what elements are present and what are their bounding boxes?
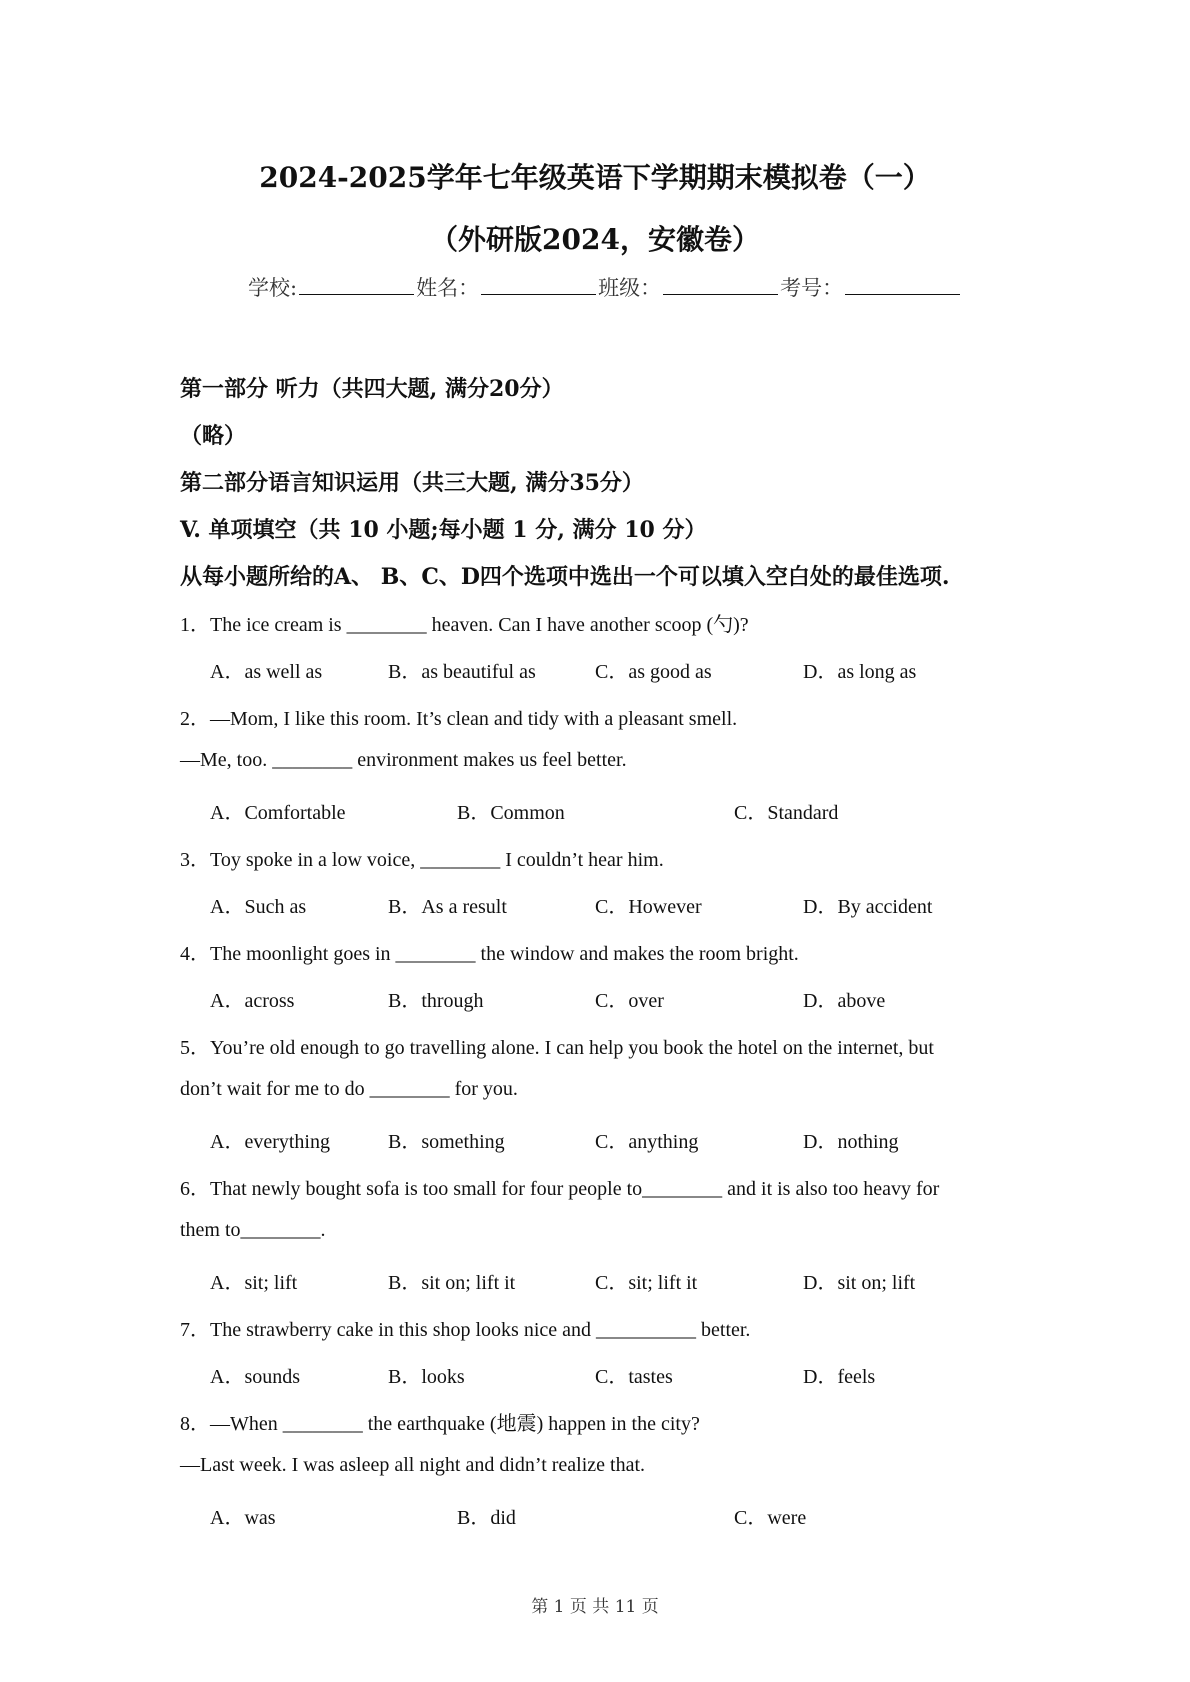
option-b[interactable]: B．sit on; lift it (388, 1272, 516, 1294)
option-c[interactable]: C．tastes (595, 1366, 673, 1388)
question-8-line2: —Last week. I was asleep all night and didn’t realize that. (180, 1454, 646, 1476)
student-info-row (248, 272, 962, 302)
option-a[interactable]: A．Comfortable (210, 802, 346, 824)
option-d[interactable]: D．nothing (803, 1131, 899, 1153)
question-1: 1．The ice cream is ________ heaven. Can I have another scoop (勺)? (180, 614, 749, 636)
question-4: 4．The moonlight goes in ________ the window and makes the room bright. (180, 943, 799, 965)
question-6-line2: them to________. (180, 1219, 326, 1241)
exam-no-field[interactable] (845, 274, 960, 295)
question-6: 6．That newly bought sofa is too small for four people to________ and it is also too heavy for (180, 1178, 940, 1200)
option-b[interactable]: B．looks (388, 1366, 465, 1388)
exam-subtitle: （外研版2024，安徽卷） (430, 223, 760, 256)
option-a[interactable]: A．sit; lift (210, 1272, 298, 1294)
instruction-text: 从每小题所给的A、 B、C、D四个选项中选出一个可以填入空白处的最佳选项. (180, 564, 950, 590)
option-c[interactable]: C．anything (595, 1131, 699, 1153)
question-2: 2．—Mom, I like this room. It’s clean and tidy with a pleasant smell. (180, 708, 738, 730)
question-5-options (210, 1125, 1010, 1151)
option-c[interactable]: C．However (595, 896, 702, 918)
option-d[interactable]: D．By accident (803, 896, 933, 918)
option-b[interactable]: B．As a result (388, 896, 507, 918)
school-label: 学校: (248, 276, 298, 300)
part1-note: （略） (180, 423, 247, 449)
question-5-line2: don’t wait for me to do ________ for you. (180, 1078, 518, 1100)
part1-heading: 第一部分 听力（共四大题, 满分20分） (180, 376, 564, 402)
option-b[interactable]: B．something (388, 1131, 505, 1153)
question-6-options (210, 1266, 1010, 1292)
name-label: 姓名： (416, 276, 480, 300)
section5-heading: V. 单项填空（共 10 小题;每小题 1 分, 满分 10 分） (180, 517, 707, 543)
question-7: 7．The strawberry cake in this shop looks nice and __________ better. (180, 1319, 751, 1341)
question-3: 3．Toy spoke in a low voice, ________ I couldn’t hear him. (180, 849, 664, 871)
option-d[interactable]: D．feels (803, 1366, 876, 1388)
question-1-options (210, 655, 1010, 681)
school-field[interactable] (299, 274, 414, 295)
question-8: 8．—When ________ the earthquake (地震) happen in the city? (180, 1413, 700, 1435)
option-c[interactable]: C．as good as (595, 661, 712, 683)
option-a[interactable]: A．everything (210, 1131, 330, 1153)
question-8-options (210, 1501, 1010, 1527)
exam-title: 2024-2025学年七年级英语下学期期末模拟卷（一） (259, 161, 931, 194)
option-b[interactable]: B．as beautiful as (388, 661, 536, 683)
option-d[interactable]: D．sit on; lift (803, 1272, 916, 1294)
question-2-options (210, 796, 1010, 822)
question-5: 5．You’re old enough to go travelling alone. I can help you book the hotel on the internet, but (180, 1037, 934, 1059)
question-3-options (210, 890, 1010, 916)
option-a[interactable]: A．was (210, 1507, 276, 1529)
page-footer: 第 1 页 共 11 页 (531, 1597, 659, 1617)
option-d[interactable]: D．above (803, 990, 886, 1012)
option-c[interactable]: C．over (595, 990, 664, 1012)
name-field[interactable] (481, 274, 596, 295)
option-a[interactable]: A．Such as (210, 896, 307, 918)
option-b[interactable]: B．through (388, 990, 484, 1012)
option-a[interactable]: A．sounds (210, 1366, 301, 1388)
option-a[interactable]: A．as well as (210, 661, 323, 683)
class-field[interactable] (663, 274, 778, 295)
option-d[interactable]: D．as long as (803, 661, 917, 683)
option-c[interactable]: C．Standard (734, 802, 839, 824)
class-label: 班级： (598, 276, 662, 300)
exam-no-label: 考号： (780, 276, 844, 300)
question-2-line2: —Me, too. ________ environment makes us feel better. (180, 749, 627, 771)
question-4-options (210, 984, 1010, 1010)
option-c[interactable]: C．sit; lift it (595, 1272, 698, 1294)
question-7-options (210, 1360, 1010, 1386)
option-a[interactable]: A．across (210, 990, 295, 1012)
option-b[interactable]: B．Common (457, 802, 565, 824)
part2-heading: 第二部分语言知识运用（共三大题, 满分35分） (180, 470, 644, 496)
option-b[interactable]: B．did (457, 1507, 516, 1529)
option-c[interactable]: C．were (734, 1507, 807, 1529)
